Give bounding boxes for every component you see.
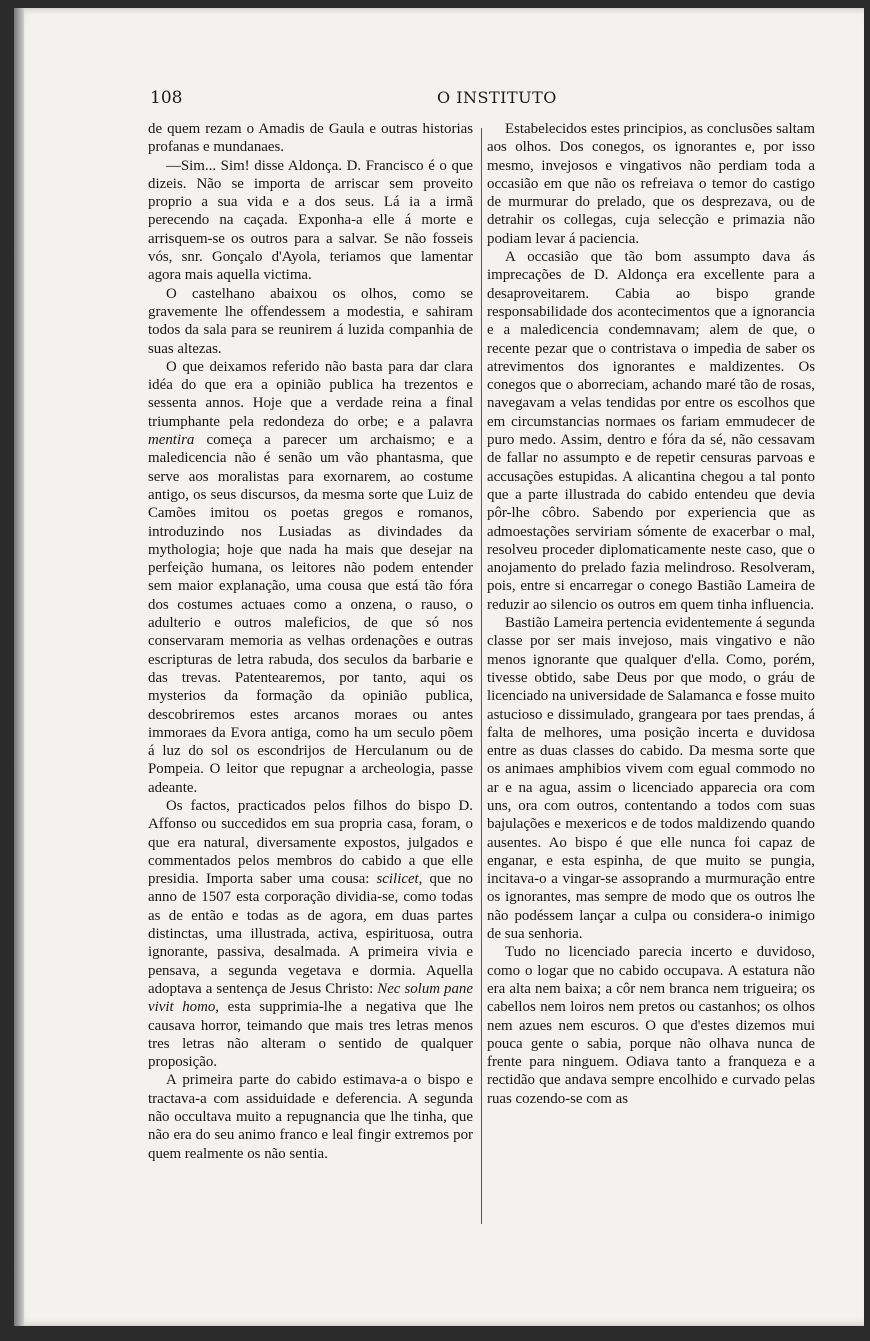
left-column [148, 120, 473, 1163]
paragraph [148, 358, 473, 797]
paragraph: Tudo no licenciado parecia incerto e duvidoso, como o logar que no cabido occupava. A estatura não era alta nem baixa; a côr nem branca nem trigueira; os cabellos nem loiros nem pretos ou castanhos; os olhos nem azues nem escuros. O que d'estes dizemos mui pouca gente o sabia, porque não olhava nunca de frente para ninguem. Odiava tanto a franqueza e a rectidão que andava sempre encolhido e curvado pelas ruas cozendo-se com as [487, 944, 815, 1107]
paragraph: A primeira parte do cabido estimava-a o bispo e tractava-a com assiduidade e deferencia. A segunda não occultava muito a repugnancia que lhe tinha, que não era do seu animo franco e leal fingir extremos por quem realmente os não sentia. [148, 1072, 473, 1162]
page-spine-shadow [14, 8, 24, 1326]
book-page [14, 8, 864, 1326]
journal-title: O INSTITUTO [437, 88, 557, 107]
italic-word: scilicet, [376, 871, 423, 888]
italic-word: mentira [148, 432, 195, 449]
paragraph [148, 797, 473, 1071]
paragraph: de quem rezam o Amadis de Gaula e outras historias profanas e mundanaes. [148, 121, 473, 156]
text-run: O que deixamos referido não basta para dar clara idéa do que era a opinião publica ha trezentos e sessenta annos. Hoje que a verdade reina a final triumphante pela redondeza do orbe; e a palavra [148, 358, 473, 430]
running-head [14, 88, 864, 112]
text-run: Os factos, practicados pelos filhos do bispo D. Affonso ou succedidos em sua propria casa, foram, o que era natural, diversamente expostos, julgados e commentados pelos membros do cabido a que elle presidia. Importa saber uma cousa: [148, 797, 473, 888]
text-run: que no anno de 1507 esta corporação dividia-se, como todas as de então e todas as de agora, em duas partes distinctas, uma illustrada, activa, espirituosa, outra ignorante, passiva, desalmada. A primeira vivia e pensava, a segunda vegetava e dormia. Aquella adoptava a sentença de Jesus Christo: [148, 871, 473, 997]
text-run: esta supprimia-lhe a negativa que lhe causava horror, teimando que mais tres letras menos tres letras não alteram o sentido de qualquer proposição. [148, 999, 473, 1071]
text-run: começa a parecer um archaismo; e a maledicencia não é senão um vão phantasma, que serve aos moralistas para exornarem, ao costume antigo, os seus discursos, da mesma sorte que Luiz de Camões imitou os poetas gregos e romanos, introduzindo nos Lusiadas as divindades da mythologia; hoje que nada ha mais que desejar na perfeição humana, os leitores não podem entender sem maior explanação, uma cousa que está tão fóra dos costumes actuaes como a onzena, o rauso, o adulterio e outros maleficios, de que só nos conservaram memoria as velhas ordenações e outras escripturas de letra rabuda, dos seculos da barbarie e das trevas. Patentearemos, por tanto, aqui os mysterios da formação da opinião publica, descobriremos estes arcanos moraes ou antes immoraes da Evora antiga, como ha um seculo põem á luz do sol os escondrijos de Herculanum ou de Pompeia. O leitor que repugnar a archeologia, passe adeante. [148, 432, 473, 796]
paragraph: —Sim... Sim! disse Aldonça. D. Francisco é o que dizeis. Não se importa de arriscar sem proveito proprio a sua vida e a dos seus. Lá ia a irmã perecendo na caçada. Exponha-a elle á morte e arrisquem-se os outros para a salvar. Se não fosseis vós, snr. Gonçalo d'Ayola, teriamos que lamentar agora mais aquella victima. [148, 157, 473, 284]
paragraph: A occasião que tão bom assumpto dava ás imprecações de D. Aldonça era excellente para a desaproveitarem. Cabia ao bispo grande responsabilidade dos acontecimentos que a ignorancia e a maledicencia condemnavam; alem de que, o recente pezar que o contristava o impedia de saber os atrevimentos dos ignorantes e maldizentes. Os conegos que o aborreciam, achando maré tão de rosas, navegavam a velas tendidas por entre os escolhos que em circumstancias normaes os fariam emmudecer de puro medo. Assim, dentro e fóra da sé, não cessavam de fallar no assumpto e de repetir censuras parvoas e accusações estupidas. A alicantina chegou a tal ponto que a parte illustrada do cabido entendeu que devia pôr-lhe côbro. Sabendo por experiencia que as admoestações serviriam sómente de exacerbar o mal, resolveu proceder diplomaticamente neste caso, que o anojamento do prelado fazia melindroso. Resolveram, pois, entre si encarregar o conego Bastião Lameira de reduzir ao silencio os outros em quem tinha influencia. [487, 249, 815, 613]
paragraph: Estabelecidos estes principios, as conclusões saltam aos olhos. Dos conegos, os ignorantes e, por isso mesmo, invejosos e vingativos não perdiam toda a occasião em que não os refreiava o temor do castigo de murmurar do prelado, que os desprezava, ou de detrahir os collegas, cuja selecção e primazia não podiam levar á paciencia. [487, 121, 815, 247]
latin-quote: Nec solum pane vivit homo, [148, 980, 473, 1016]
paragraph: Bastião Lameira pertencia evidentemente á segunda classe por ser mais invejoso, mais vingativo e não menos ignorante que qualquer d'ella. Como, porém, tivesse obtido, sabe Deus por que modo, o gráu de licenciado na universidade de Salamanca e fosse muito astucioso e dissimulado, grangeara por taes prendas, á falta de melhores, uma posição incerta e duvidosa entre as duas classes do cabido. Da mesma sorte que os animaes amphibios vivem com egual commodo no ar e na agua, assim o licenciado apparecia ora com uns, ora com outros, contentando a todos com suas bajulações e mexericos e de todos maldizendo quando ausentes. Ao bispo é que elle nunca foi capaz de enganar, e esta espinha, de que muito se pungia, incitava-o a vingar-se assoprando a murmuração entre os ignorantes, mas sempre de modo que os outros lhe não podéssem lançar a culpa ou considera-o inimigo de sua senhoria. [487, 615, 815, 943]
right-column [487, 120, 815, 1108]
column-divider [481, 128, 482, 1224]
page-number: 108 [150, 88, 183, 108]
paragraph: O castelhano abaixou os olhos, como se gravemente lhe offendessem a modestia, e sahiram todos da sala para se reunirem á luzida companhia de suas altezas. [148, 285, 473, 357]
